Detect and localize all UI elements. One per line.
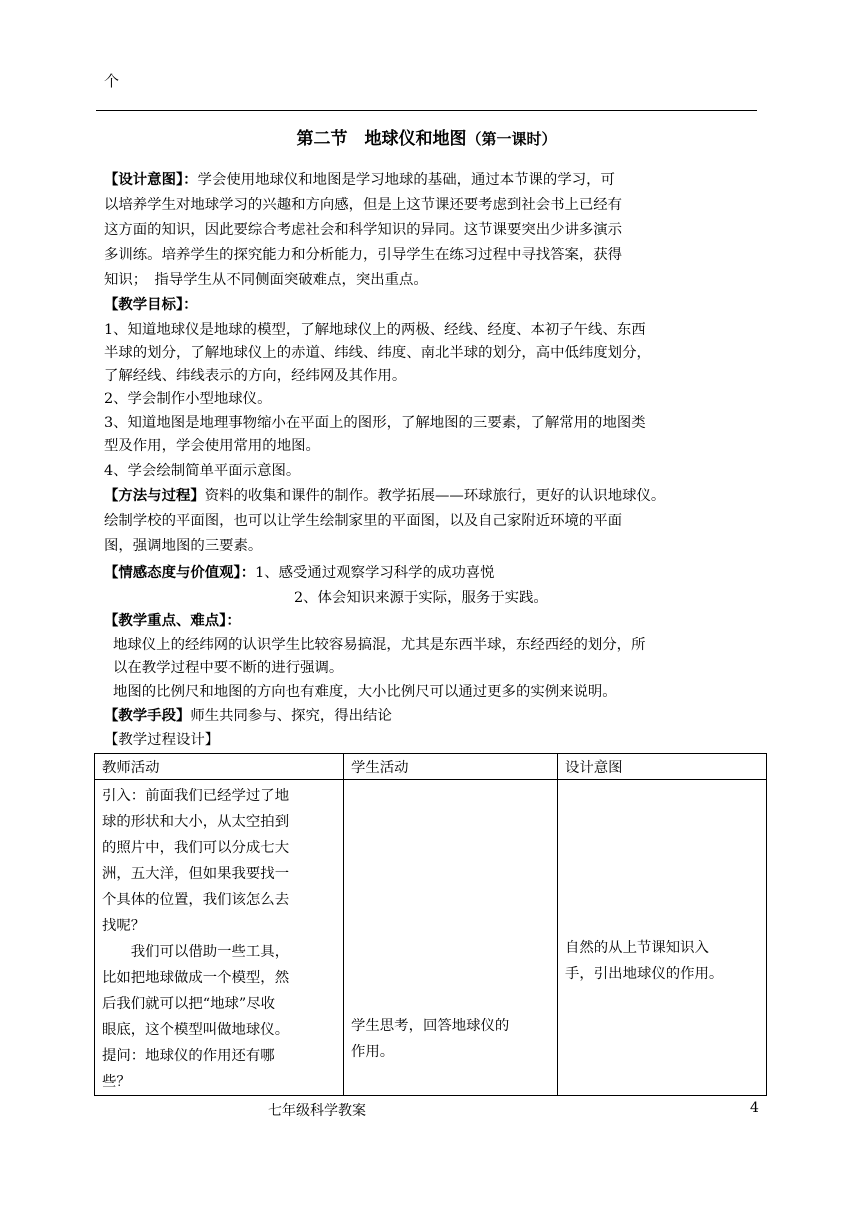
design-intent-line-2: 以培养学生对地球学习的兴趣和方向感，但是上这节课还要考虑到社会书上已经有 <box>104 197 623 213</box>
header-teacher-activity: 教师活动 <box>95 754 344 780</box>
method-line-2: 绘制学校的平面图，也可以让学生绘制家里的平面图，以及自己家附近环境的平面 <box>104 513 623 529</box>
teacher-line-5: 个具体的位置，我们该怎么去 <box>102 892 290 908</box>
objectives-line-4: 2、学会制作小型地球仪。 <box>104 391 272 407</box>
intent-line-2: 手，引出地球仪的作用。 <box>565 966 724 982</box>
intent-line-1: 自然的从上节课知识入 <box>565 940 709 956</box>
teacher-line-12: 些？ <box>102 1074 131 1090</box>
teacher-line-7: 我们可以借助一些工具， <box>102 944 290 960</box>
header-design-intent: 设计意图 <box>558 754 767 780</box>
design-intent-line-3: 这方面的知识，因此要综合考虑社会和科学知识的异同。这节课要突出少讲多演示 <box>104 222 623 238</box>
teacher-line-8: 比如把地球做成一个模型，然 <box>102 970 290 986</box>
design-intent-line-5: 知识； 指导学生从不同侧面突破难点，突出重点。 <box>104 272 428 288</box>
key-points-line-3: 地图的比例尺和地图的方向也有难度，大小比例尺可以通过更多的实例来说明。 <box>113 684 617 700</box>
teacher-line-3: 的照片中，我们可以分成七大 <box>102 840 290 856</box>
objectives-line-3: 了解经线、纬线表示的方向，经纬网及其作用。 <box>104 368 407 384</box>
method-line-3: 图，强调地图的三要素。 <box>104 538 263 554</box>
attitude-label: 【情感态度与价值观】： <box>104 564 256 581</box>
process-table <box>94 753 767 1096</box>
student-line-2: 作用。 <box>351 1044 395 1060</box>
teacher-line-11: 提问：地球仪的作用还有哪 <box>102 1048 275 1064</box>
student-activity-cell <box>344 780 558 1096</box>
student-line-1: 学生思考，回答地球仪的 <box>351 1018 510 1034</box>
key-points-line-1: 地球仪上的经纬网的认识学生比较容易搞混，尤其是东西半球，东经西经的划分，所 <box>113 637 646 653</box>
footer-label: 七年级科学教案 <box>268 1103 366 1119</box>
attitude-line-1 <box>104 564 495 582</box>
teacher-line-4: 洲，五大洋，但如果我要找一 <box>102 866 290 882</box>
page-number: 4 <box>750 1100 759 1116</box>
design-intent-line-4: 多训练。培养学生的探究能力和分析能力，引导学生在练习过程中寻找答案，获得 <box>104 247 623 263</box>
teacher-line-9: 后我们就可以把“地球”尽收 <box>102 996 276 1012</box>
process-label: 【教学过程设计】 <box>104 732 220 748</box>
teacher-activity-cell <box>95 780 344 1096</box>
method-label: 【方法与过程】 <box>104 487 205 504</box>
header-char: 个 <box>104 72 120 90</box>
design-intent-text-1: 学会使用地球仪和地图是学习地球的基础，通过本节课的学习，可 <box>197 172 615 188</box>
key-points-line-2: 以在教学过程中要不断的进行强调。 <box>113 660 344 676</box>
method-line-1 <box>104 487 665 505</box>
title-main: 第二节 地球仪和地图 <box>296 129 467 149</box>
means-line <box>104 707 392 725</box>
objectives-label: 【教学目标】： <box>104 296 198 313</box>
page-title <box>96 124 757 149</box>
teacher-line-10: 眼底，这个模型叫做地球仪。 <box>102 1022 290 1038</box>
title-sub: （第一课时） <box>466 130 557 148</box>
teacher-line-6: 找呢？ <box>102 918 146 934</box>
teacher-line-1: 引入：前面我们已经学过了地 <box>102 788 290 804</box>
header-student-activity: 学生活动 <box>344 754 558 780</box>
teacher-line-2: 球的形状和大小，从太空拍到 <box>102 814 290 830</box>
design-intent-cell <box>558 780 767 1096</box>
means-label: 【教学手段】 <box>104 707 191 724</box>
design-intent-line-1 <box>104 171 615 189</box>
table-header-row <box>95 754 767 780</box>
design-intent-label: 【设计意图】： <box>104 171 198 188</box>
objectives-line-7: 4、学会绘制简单平面示意图。 <box>104 463 301 479</box>
table-row <box>95 780 767 1096</box>
objectives-line-6: 型及作用，学会使用常用的地图。 <box>104 438 320 454</box>
method-text-1: 资料的收集和课件的制作。教学拓展——环球旅行，更好的认识地球仪。 <box>204 488 666 504</box>
objectives-line-1: 1、知道地球仪是地球的模型，了解地球仪上的两极、经线、经度、本初子午线、东西 <box>104 322 646 338</box>
objectives-line-2: 半球的划分，了解地球仪上的赤道、纬线、纬度、南北半球的划分，高中低纬度划分， <box>104 345 651 361</box>
objectives-line-5: 3、知道地图是地理事物缩小在平面上的图形，了解地图的三要素，了解常用的地图类 <box>104 415 646 431</box>
attitude-text-1: 1、感受通过观察学习科学的成功喜悦 <box>255 565 495 581</box>
means-text: 师生共同参与、探究，得出结论 <box>190 708 392 724</box>
header-rule <box>96 110 757 111</box>
key-points-label: 【教学重点、难点】： <box>104 612 241 629</box>
attitude-line-2: 2、体会知识来源于实际，服务于实践。 <box>294 590 548 606</box>
